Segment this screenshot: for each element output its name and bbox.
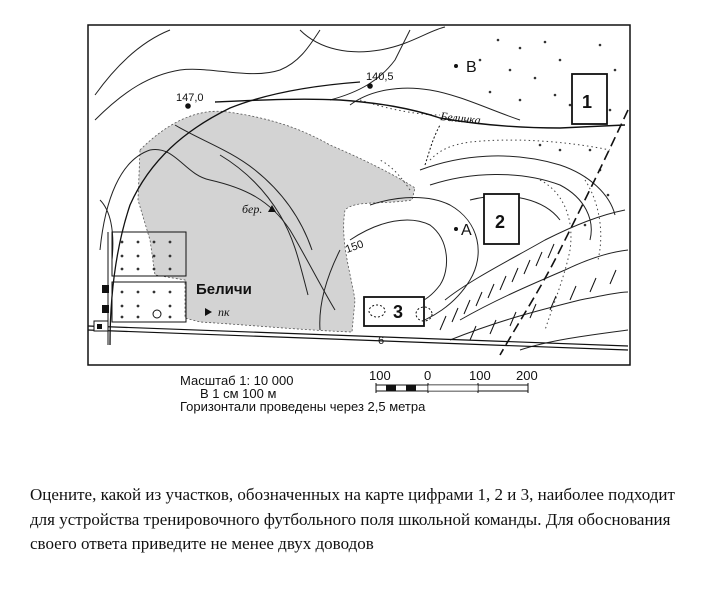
map-legend [180,368,538,414]
pk-label: пк [218,305,230,319]
legend-cm: В 1 см 100 м [200,386,277,401]
height-label-147: 147,0 [176,92,204,104]
plot-1 [572,74,607,124]
village-name: Беличи [196,281,252,298]
point-a-label: А [461,222,472,239]
legend-contours: Горизонтали проведены через 2,5 метра [180,399,426,414]
plot-2 [484,194,519,244]
scale-tick-label: 200 [516,368,538,383]
height-label-140: 140,5 [366,71,394,83]
height-point-147 [185,103,191,109]
plot-2-number: 2 [495,212,506,232]
shore-label: бер. [242,202,263,216]
scale-tick-label: 0 [424,368,432,383]
scale-tick-label: 100 [469,368,491,383]
height-point-140 [367,83,373,89]
plot-3 [364,297,432,326]
scale-tick-label: 100 [369,368,391,383]
contour-label-150: 150 [343,238,366,256]
road-number: 6 [378,335,385,347]
question-text: Оцените, какой из участков, обозначенных на карте цифрами 1, 2 и 3, наиболее подходит для устройства тренировочного футбольного поля школьной команды. Для обоснования своего ответа приведите не менее двух доводов [30,485,675,553]
scale-bar [369,368,538,393]
legend-scale: Масштаб 1: 10 000 [180,373,294,388]
plot-1-number: 1 [582,92,593,112]
river-label: Беличка [439,109,482,128]
plot-3-number: 3 [393,302,404,322]
point-b-label: В [466,59,477,76]
point-a-dot [454,227,458,231]
point-b-dot [454,64,458,68]
